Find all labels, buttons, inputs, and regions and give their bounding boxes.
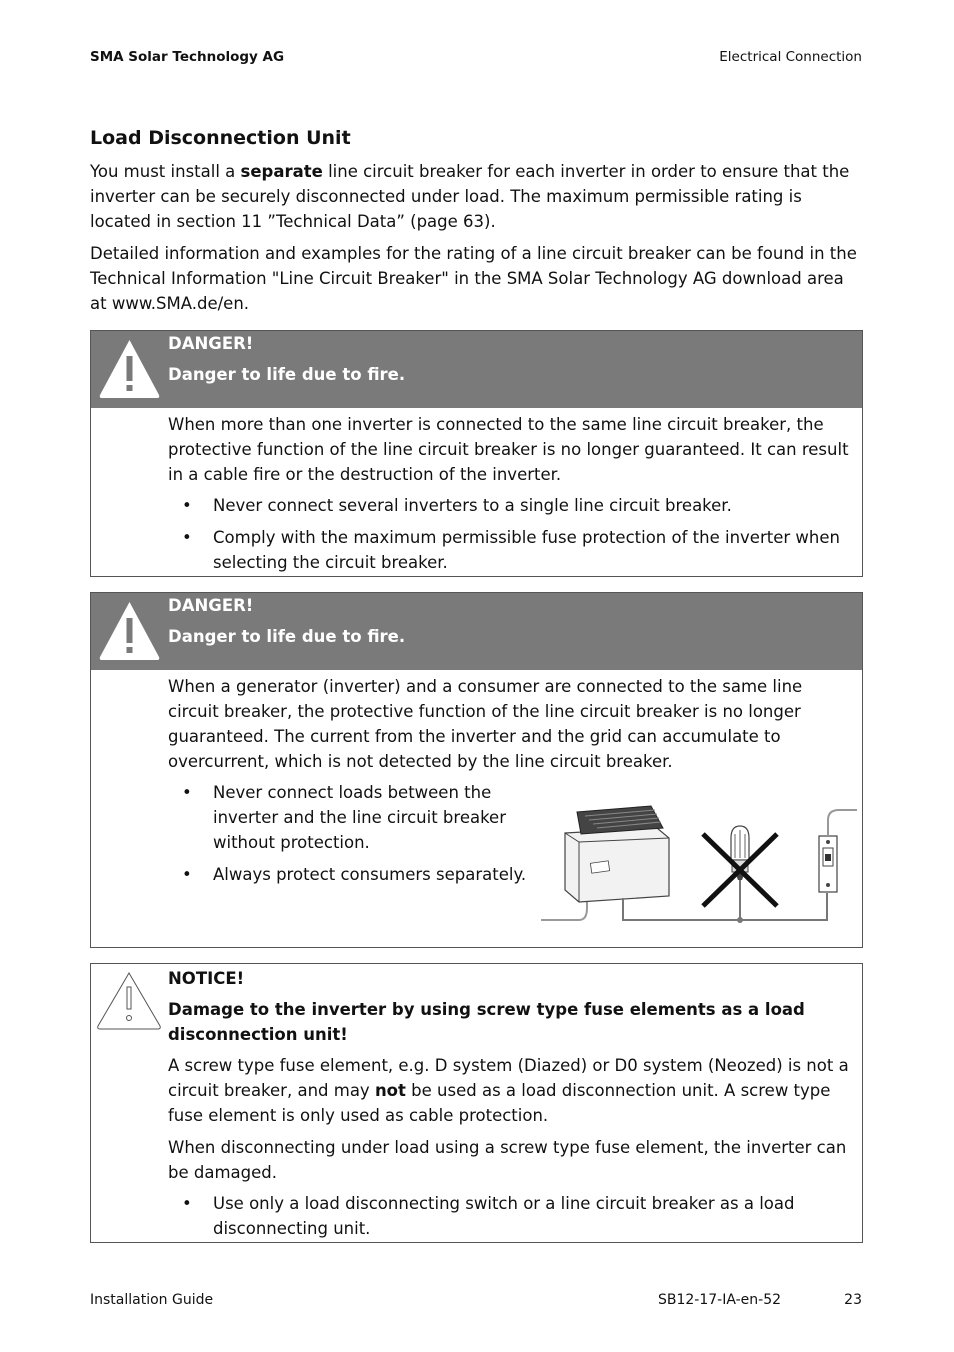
bullet-text: Never connect several inverters to a single line circuit breaker. bbox=[213, 496, 732, 515]
intro-text-b: line circuit breaker for each inverter in order to ensure that the inverter can be securely disconnected under load. The maximum permissible rating is located in section 11 ”Technical Data” (page 63). bbox=[90, 162, 850, 231]
bullet-item bbox=[168, 525, 854, 575]
bullet-marker: • bbox=[182, 865, 192, 884]
bullet-item bbox=[168, 780, 513, 855]
danger-body-1 bbox=[91, 408, 862, 575]
danger-header-1 bbox=[91, 331, 862, 408]
bullet-marker: • bbox=[182, 1194, 192, 1213]
warning-triangle-icon bbox=[97, 599, 162, 662]
danger-box-2 bbox=[90, 592, 863, 948]
bullet-marker: • bbox=[182, 496, 192, 515]
danger-header-2 bbox=[91, 593, 862, 670]
notice-paragraph-2: When disconnecting under load using a screw type fuse element, the inverter can be damaged. bbox=[168, 1138, 847, 1182]
danger-label: DANGER! bbox=[168, 596, 254, 615]
danger-title: Danger to life due to fire. bbox=[168, 627, 406, 646]
danger-title: Danger to life due to fire. bbox=[168, 365, 406, 384]
bullet-text: Comply with the maximum permissible fuse protection of the inverter when selecting the circuit breaker. bbox=[213, 528, 840, 572]
notice-text-b: be used as a load disconnection unit. A screw type fuse element is only used as cable protection. bbox=[168, 1081, 831, 1125]
danger-label: DANGER! bbox=[168, 334, 254, 353]
bullet-item bbox=[168, 493, 854, 518]
bullet-item bbox=[168, 862, 553, 887]
header-section: Electrical Connection bbox=[719, 49, 862, 65]
bullet-marker: • bbox=[182, 783, 192, 802]
intro-paragraph-2: Detailed information and examples for the rating of a line circuit breaker can be found in the Technical Information "Line Circuit Breaker" in the SMA Solar Technology AG download area at www.SMA.de/en. bbox=[90, 244, 857, 313]
bullet-text: Never connect loads between the inverter and the line circuit breaker without protection. bbox=[213, 783, 506, 852]
notice-text-a: A screw type fuse element, e.g. D system (Diazed) or D0 system (Neozed) is not a circuit breaker, and may bbox=[168, 1056, 849, 1100]
bullet-text: Use only a load disconnecting switch or a line circuit breaker as a load disconnecting unit. bbox=[213, 1194, 795, 1238]
danger-text: When more than one inverter is connected to the same line circuit breaker, the protective function of the line circuit breaker is no longer guaranteed. It can result in a cable fire or the destruction of the inverter. bbox=[168, 415, 849, 484]
wiring-illustration bbox=[539, 798, 859, 928]
notice-bold: not bbox=[374, 1081, 406, 1100]
intro-text-a: You must install a bbox=[90, 162, 241, 181]
page-title: Load Disconnection Unit bbox=[90, 127, 351, 149]
bullet-marker: • bbox=[182, 528, 192, 547]
notice-box bbox=[90, 963, 863, 1243]
bullet-text: Always protect consumers separately. bbox=[213, 865, 527, 884]
bullet-item bbox=[168, 1191, 854, 1241]
header-company: SMA Solar Technology AG bbox=[90, 49, 285, 65]
intro-paragraph-1 bbox=[90, 159, 865, 234]
intro-bold: separate bbox=[240, 162, 323, 181]
notice-label: NOTICE! bbox=[168, 969, 245, 988]
danger-box-1 bbox=[90, 330, 863, 577]
page-number: 23 bbox=[844, 1292, 862, 1308]
footer-doc-id: SB12-17-IA-en-52 bbox=[658, 1292, 782, 1308]
notice-body bbox=[91, 964, 862, 1241]
footer-guide: Installation Guide bbox=[90, 1292, 214, 1308]
notice-title: Damage to the inverter by using screw type fuse elements as a load disconnection unit! bbox=[168, 1000, 805, 1044]
danger-text: When a generator (inverter) and a consumer are connected to the same line circuit breaker, the protective function of the line circuit breaker is no longer guaranteed. The current from the inverter and the grid can accumulate to overcurrent, which is not detected by the line circuit breaker. bbox=[168, 677, 803, 771]
notice-paragraph-1 bbox=[168, 1053, 854, 1128]
warning-triangle-icon bbox=[97, 337, 162, 400]
